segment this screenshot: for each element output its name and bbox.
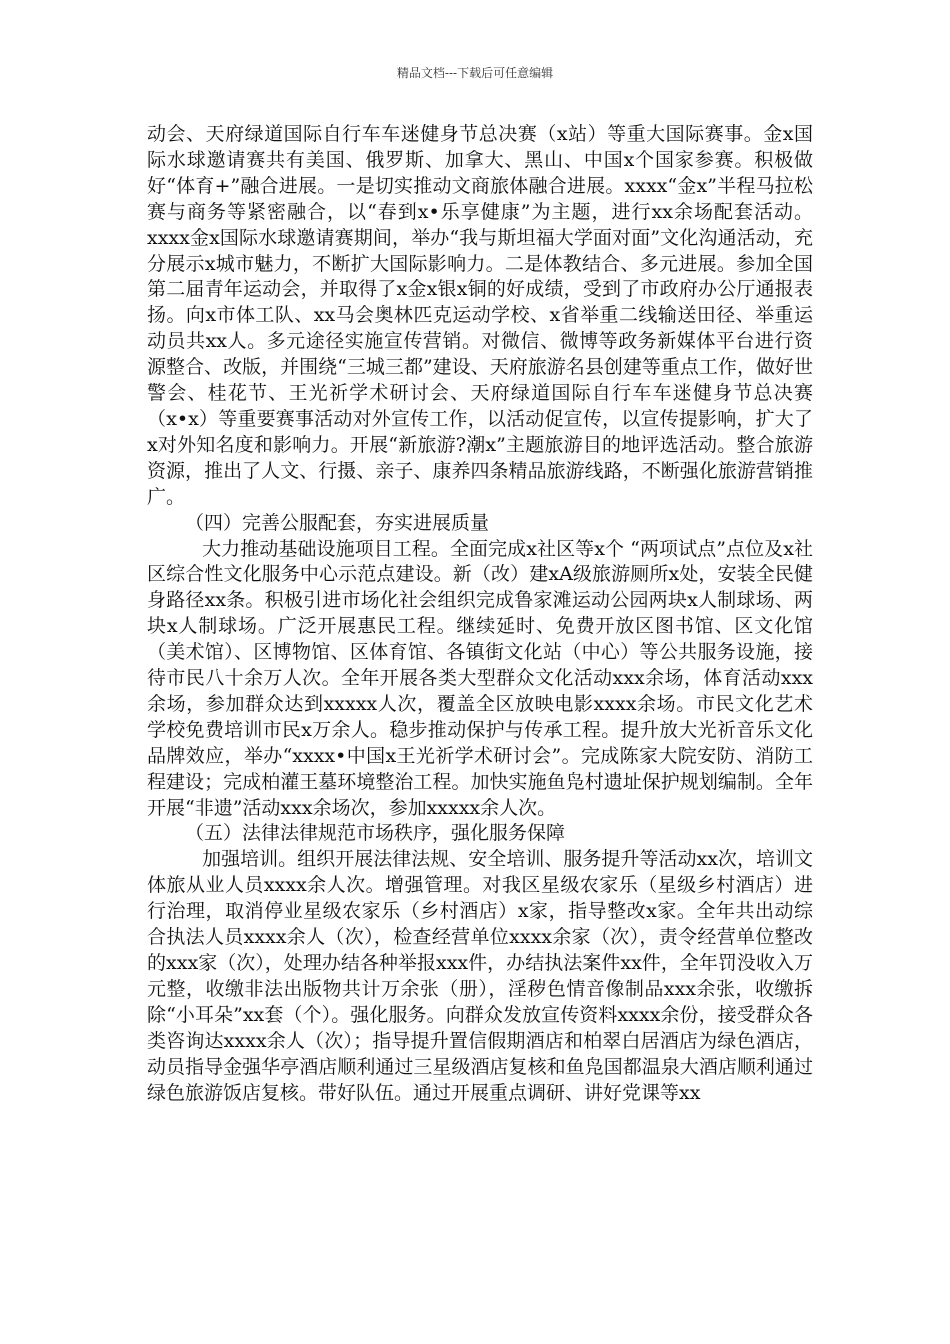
paragraph-continuation: 动会、天府绿道国际自行车车迷健身节总决赛（x站）等重大国际赛事。金x国际水球邀请赛共有美国、俄罗斯、加拿大、黑山、中国x个国家参赛。积极做好“体育+”融合进展。一是切实推动文商旅体融合进展。xxxx“金x”半程马拉松赛与商务等紧密融合，以“春到x•乐享健康”为主题，进行xx余场配套活动。xxxx金x国际水球邀请赛期间，举办“我与斯坦福大学面对面”文化沟通活动，充分展示x城市魅力，不断扩大国际影响力。二是体教结合、多元进展。参加全国第二届青年运动会，并取得了x金x银x铜的好成绩，受到了市政府办公厅通报表扬。向x市体工队、xx马会奥林匹克运动学校、x省举重二线输送田径、举重运动员共xx人。多元途径实施宣传营销。对微信、微博等政务新媒体平台进行资源整合、改版，并围绕“三城三都”建设、天府旅游名县创建等重点工作，做好世警会、桂花节、王光祈学术研讨会、天府绿道国际自行车车迷健身节总决赛（x•x）等重要赛事活动对外宣传工作，以活动促宣传，以宣传提影响，扩大了x对外知名度和影响力。开展“新旅游?潮x”主题旅游目的地评选活动。整合旅游资源，推出了人文、行摄、亲子、康养四条精品旅游线路，不断强化旅游营销推广。 (147, 123, 813, 508)
document-body (147, 122, 813, 1106)
paragraph-market-order: 加强培训。组织开展法律法规、安全培训、服务提升等活动xx次，培训文体旅从业人员xxxx余人次。增强管理。对我区星级农家乐（星级乡村酒店）进行治理，取消停业星级农家乐（乡村酒店）x家，指导整改x家。全年共出动综合执法人员xxxx余人（次），检查经营单位xxxx余家（次），责令经营单位整改的xxx家（次），处理办结各种举报xxx件，办结执法案件xx件，全年罚没收入万元整，收缴非法出版物共计万余张（册），淫秽色情音像制品xxx余张，收缴拆除“小耳朵”xx套（个）。强化服务。向群众发放宣传资料xxxx余份，接受群众各类咨询达xxxx余人（次）；指导提升置信假期酒店和柏翠白居酒店为绿色酒店，动员指导金强华亭酒店顺利通过三星级酒店复核和鱼凫国都温泉大酒店顺利通过绿色旅游饭店复核。带好队伍。通过开展重点调研、讲好党课等xx (147, 848, 813, 1104)
section-heading-4: （四）完善公服配套，夯实进展质量 (185, 511, 490, 534)
page-header: 精品文档---下载后可任意编辑 (396, 66, 554, 80)
paragraph-public-services: 大力推动基础设施项目工程。全面完成x社区等x个 “两项试点”点位及x社区综合性文化服务中心示范点建设。新（改）建xA级旅游厕所x处，安装全民健身路径xx条。积极引进市场化社会组织完成鲁家滩运动公园两块x人制球场、两块x人制球场。广泛开展惠民工程。继续延时、免费开放区图书馆、区文化馆（美术馆）、区博物馆、区体育馆、各镇街文化站（中心）等公共服务设施，接待市民八十余万人次。全年开展各类大型群众文化活动xxx余场，体育活动xxx余场，参加群众达到xxxxx人次，覆盖全区放映电影xxxx余场。市民文化艺术学校免费培训市民x万余人。稳步推动保护与传承工程。提升放大光祈音乐文化品牌效应，举办“xxxx•中国x王光祈学术研讨会”。完成陈家大院安防、消防工程建设；完成柏灌王墓环境整治工程。加快实施鱼凫村遗址保护规划编制。全年开展“非遗”活动xxx余场次，参加xxxxx余人次。 (147, 537, 813, 819)
section-heading-5: （五）法律法律规范市场秩序，强化服务保障 (185, 822, 566, 845)
